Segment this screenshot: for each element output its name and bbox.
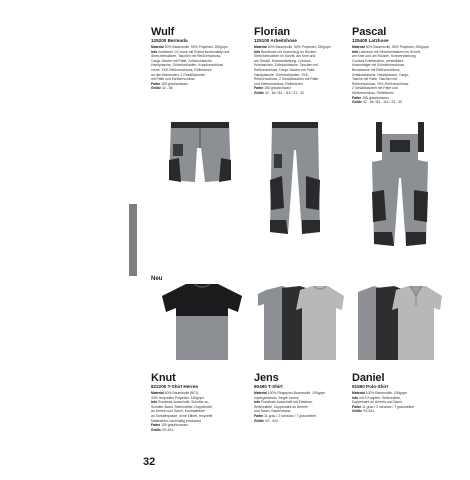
description-value: 156 grau/schwarz xyxy=(361,95,389,100)
description-value: Bundhose mit Gummizug im Rücken, xyxy=(260,49,318,54)
description-value: Klettverschluss, Reflektoren xyxy=(352,90,395,95)
description-value: 156 grau/schwarz xyxy=(160,81,188,86)
tshirt-knut-image xyxy=(158,282,246,362)
description-key: Größe xyxy=(151,427,161,432)
product-name: Wulf xyxy=(151,26,175,38)
description-value: Handytasche, Gürtelschlaufen, YKK- xyxy=(254,72,310,77)
description-value: an Ärmeln und Saum, Kontrastfarbe xyxy=(151,409,206,414)
description-value: am Gesäß, Knieverstärkung, Cordura- xyxy=(254,58,312,63)
description-value: XS - 6XL xyxy=(264,418,279,423)
description-value: XS-6XL xyxy=(161,427,174,432)
description-key: Größe xyxy=(151,86,161,91)
tshirt-jens-image xyxy=(256,284,348,362)
description-value: 156 grau/schwarz xyxy=(263,86,291,91)
description-value: 155 grau/schwarz xyxy=(160,423,188,428)
product-subtitle: 90490 T-Shirt xyxy=(254,384,283,389)
description-key: Info xyxy=(151,400,158,405)
product-subtitle: 125200 Bermuda xyxy=(151,38,188,43)
description-value: Rundhals-Ausschnitt mit Elasthan, xyxy=(260,400,313,405)
description-key: Größe xyxy=(352,409,362,414)
description-key: Farbe xyxy=(151,423,161,428)
description-value: 11 grau / 2 schwarz / 7 graumeliert xyxy=(263,413,317,418)
bermuda-shorts-image xyxy=(165,120,235,188)
description-value: Seitennähte, Doppelnaht an Ärmeln xyxy=(254,404,308,409)
product-description xyxy=(352,45,442,105)
description-key: Material xyxy=(151,45,164,49)
description-value: Brusttasche mit Reißverschluss, xyxy=(352,67,401,72)
product-description xyxy=(151,45,237,91)
description-value: Handytasche, Gürtelschlaufen, Knopfverschluss xyxy=(151,63,224,68)
product-description xyxy=(352,391,444,414)
description-value: Hosenträger mit Schnellverschluss, xyxy=(352,63,406,68)
description-value: Cordura-Knietaschen, verstellbare xyxy=(352,58,404,63)
description-key: Material xyxy=(352,391,365,395)
description-value: XS-6XL xyxy=(362,409,375,414)
description-value: Reißverschluss, YKK-Reißverschluss, xyxy=(352,81,410,86)
product-name: Florian xyxy=(254,26,290,38)
description-value: Zollstocktasche, Handytasche, Cargo- xyxy=(352,72,410,77)
product-name: Pascal xyxy=(352,26,387,38)
description-key: Material xyxy=(254,45,267,49)
polo-daniel-image xyxy=(352,284,444,364)
description-line xyxy=(352,100,442,105)
description-value: vorne, YKK-Reißverschluss, Reflektoren xyxy=(151,67,212,72)
description-value: Reißverschluss, 2 Gesäßtaschen mit Patte xyxy=(254,77,319,82)
product-florian xyxy=(254,26,340,96)
description-key: Info xyxy=(352,49,359,54)
description-value: Stretcheinsätzen, Taschen mit Reißverschluss, xyxy=(151,54,222,59)
product-name: Knut xyxy=(151,372,176,384)
description-value: Tasche mit Patte, Taschen mit xyxy=(352,77,397,82)
product-wulf xyxy=(151,26,237,91)
product-subtitle: 822200 T-Shirt Herren xyxy=(151,384,199,389)
description-value: Knietaschen, Zollstocktasche, Taschen mit xyxy=(254,63,318,68)
product-subtitle: 91590 Polo-Shirt xyxy=(352,384,388,389)
description-value: und Klettverschluss, Reflektoren xyxy=(254,81,303,86)
description-line xyxy=(254,91,340,96)
description-key: Material xyxy=(254,391,267,395)
description-value: supergekämmt, Single Jersey xyxy=(254,395,299,400)
description-value: 100% Ringspinn-Baumwolle, 190g/qm xyxy=(266,391,326,395)
work-trousers-image xyxy=(266,120,324,238)
product-name: Jens xyxy=(254,372,279,384)
description-value: 60% Baumwolle (BCI), xyxy=(163,391,199,395)
product-description xyxy=(254,45,340,96)
description-value: an Schulterpasse, ohne Etikett, recycelte xyxy=(151,413,213,418)
description-value: und Saum, Nackenband xyxy=(254,409,291,414)
description-value: erweiterte 1/2-Hose mit Rolled fonctionality und xyxy=(157,49,230,54)
description-value: 50% Baumwolle, 50% Polyester, 250g/qm xyxy=(163,45,228,49)
product-subtitle: 125400 Latzhose xyxy=(352,38,389,43)
product-knut xyxy=(151,372,243,432)
product-description xyxy=(254,391,346,423)
description-key: Farbe xyxy=(151,81,161,86)
description-line xyxy=(352,409,444,414)
description-key: Info xyxy=(151,49,158,54)
description-value: Doppelnaht an Ärmeln und Saum xyxy=(352,400,403,405)
description-key: Farbe xyxy=(352,95,362,100)
product-description xyxy=(151,391,243,432)
section-marker-bar xyxy=(129,204,137,276)
product-jens xyxy=(254,372,346,423)
description-key: Info xyxy=(254,400,261,405)
description-value: 2 Gesäßtaschen mit Patte und xyxy=(352,86,398,91)
description-value: mit 3 Knöpfen, Seitennähte, xyxy=(358,395,402,400)
product-subtitle: 125100 Arbeitshose xyxy=(254,38,297,43)
description-line xyxy=(151,86,237,91)
description-line xyxy=(254,419,346,424)
description-value: am Knie und am Rücken, Knieverstärkung, xyxy=(352,54,417,59)
description-value: 42 - 66 xyxy=(161,86,173,91)
bib-overall-image xyxy=(366,120,434,248)
description-value: 40% recyceltes Polyester, 160g/qm xyxy=(151,395,204,400)
description-value: Reißverschluss, Cargo-Tasche mit Patte, xyxy=(254,67,316,72)
description-value: Schulter-Band, Seitennähte, Doppelnaht xyxy=(151,404,212,409)
product-name: Daniel xyxy=(352,372,385,384)
description-value: Cargo-Tasche mit Patte, Zollstocktasche, xyxy=(151,58,213,63)
description-key: Farbe xyxy=(254,86,264,91)
description-value: 50% Baumwolle, 50% Polyester, 250g/qm xyxy=(364,45,429,49)
description-key: Material xyxy=(352,45,365,49)
new-label: Neu xyxy=(151,276,163,282)
description-line xyxy=(151,428,243,433)
description-key: Info xyxy=(254,49,261,54)
description-key: Material xyxy=(151,391,164,395)
description-value: 11 grau / 2 schwarz / 7 graumeliert xyxy=(361,404,415,409)
description-value: 100% Baumwolle, 190g/qm xyxy=(364,391,408,395)
description-value: 42 - 66 / 84 - 114 / 23 - 30 xyxy=(264,90,304,95)
description-value: Stretcheinsätzen im Schritt, am Knie und xyxy=(254,54,316,59)
description-key: Farbe xyxy=(254,413,264,418)
description-value: Materialien, nachhaltig produziert xyxy=(151,418,201,423)
description-key: Größe xyxy=(254,418,264,423)
description-value: 42 - 66 / 84 - 114 / 23 - 30 xyxy=(362,100,402,105)
description-value: an den Beinenden, 2 Gesäßtaschen xyxy=(151,72,206,77)
description-key: Farbe xyxy=(352,404,362,409)
description-value: Latzhose mit Stretcheinsätzen im Schritt, xyxy=(358,49,421,54)
product-daniel xyxy=(352,372,444,414)
description-value: 50% Baumwolle, 50% Polyester, 250g/qm xyxy=(266,45,331,49)
description-key: Größe xyxy=(352,100,362,105)
description-value: mit Patte und Klettverschluss xyxy=(151,77,195,82)
page-number: 32 xyxy=(143,456,156,468)
description-key: Größe xyxy=(254,90,264,95)
product-pascal xyxy=(352,26,442,105)
description-value: Rundhals-Ausschnitt, Schulter-zu- xyxy=(157,400,210,405)
description-key: Info xyxy=(352,395,359,400)
